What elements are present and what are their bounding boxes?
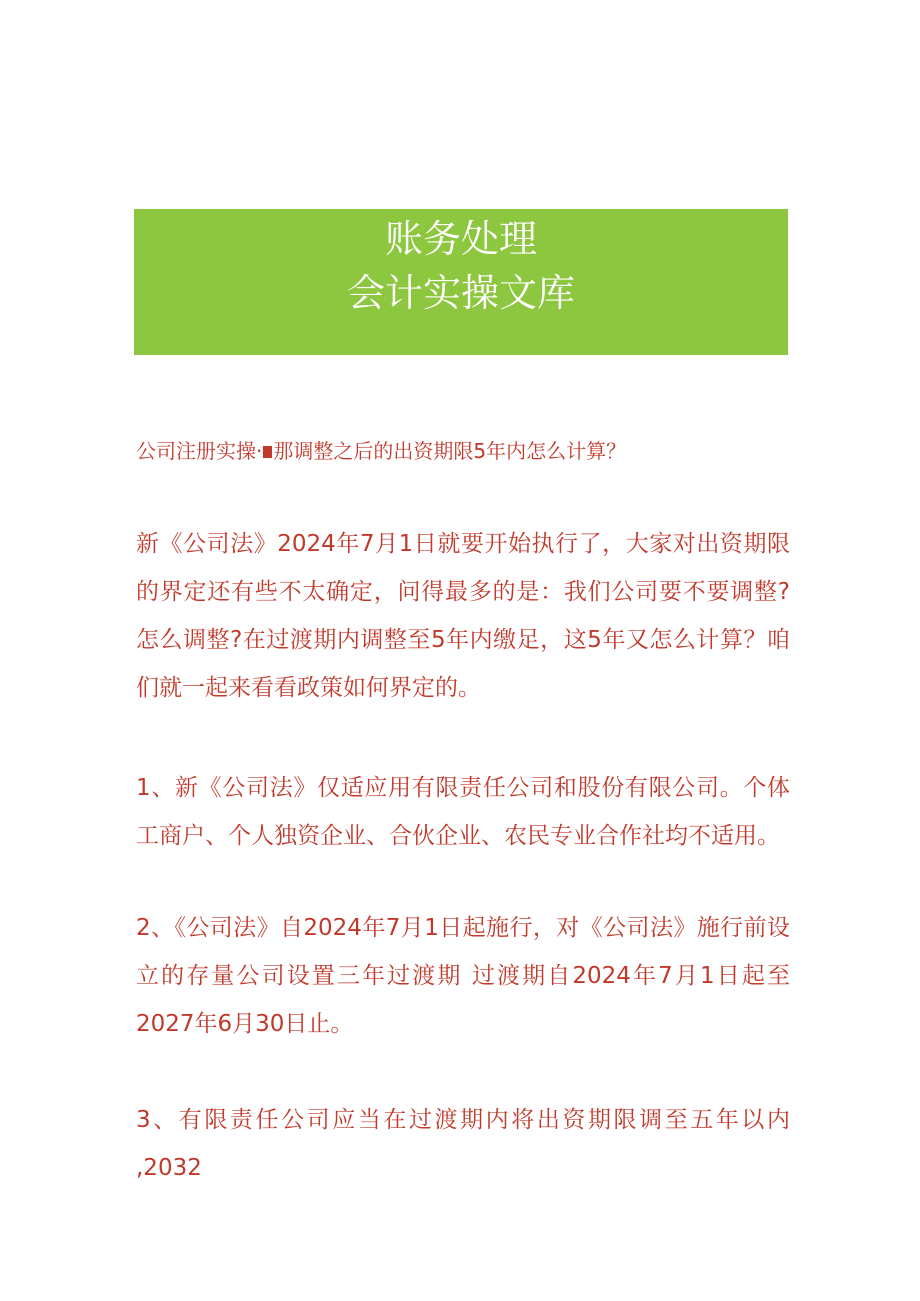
point-1-paragraph: 1、新《公司法》仅适应用有限责任公司和股份有限公司。个体工商户、个人独资企业、合伙企业、农民专业合作社均不适用。 (136, 775, 790, 849)
square-bullet-icon (263, 446, 272, 458)
point-2-paragraph: 2、《公司法》自2024年7月1日起施行，对《公司法》施行前设立的存量公司设置三年过渡期 过渡期自2024年7月1日起至2027年6月30日止。 (136, 915, 790, 1037)
banner-title: 账务处理 (384, 217, 537, 261)
banner-subtitle: 会计实操文库 (346, 271, 575, 315)
intro-paragraph: 新《公司法》2024年7月1日就要开始执行了，大家对出资期限的界定还有些不太确定，问得最多的是：我们公司要不要调整?怎么调整?在过渡期内调整至5年内缴足，这5年又怎么计算？咱们就一起来看看政策如何界定的。 (136, 531, 790, 701)
article-title-text: 那调整之后的出资期限5年内怎么计算？ (273, 439, 627, 463)
point-3-paragraph: 3、有限责任公司应当在过渡期内将出资期限调至五年以内 ,2032 (136, 1107, 790, 1181)
article-title-prefix: 公司注册实操· (136, 439, 263, 463)
header-banner (134, 209, 788, 355)
article-title (136, 436, 796, 466)
